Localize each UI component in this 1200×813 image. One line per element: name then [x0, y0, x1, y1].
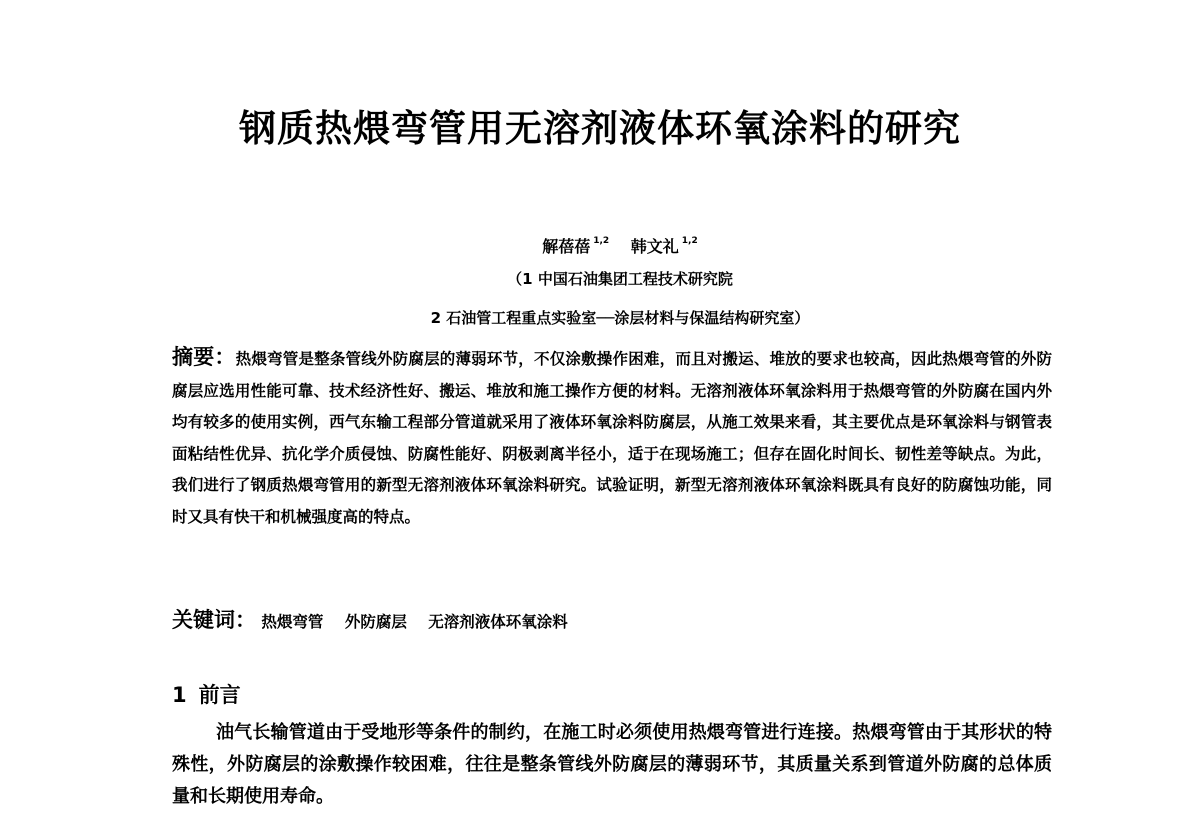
keyword: 外防腐层 [344, 613, 407, 631]
keywords [172, 604, 1052, 638]
author-list [0, 228, 1200, 260]
author-affiliation-marker: 1,2 [593, 236, 610, 246]
keywords-label: 关键词： [172, 608, 256, 632]
keyword: 无溶剂液体环氧涂料 [428, 613, 568, 631]
body-paragraph: 油气长输管道由于受地形等条件的制约，在施工时必须使用热煨弯管进行连接。热煨弯管由于其形状的特殊性，外防腐层的涂敷操作较困难，往往是整条管线外防腐层的薄弱环节，其质量关系到管道外防腐的总体质量和长期使用寿命。 [172, 722, 1052, 807]
affiliation-line: 2 石油管工程重点实验室──涂层材料与保温结构研究室） [430, 309, 810, 327]
keyword: 热煨弯管 [261, 613, 324, 631]
author [542, 228, 609, 260]
affiliation-line: （1 中国石油集团工程技术研究院 [507, 270, 733, 288]
author-affiliation-marker: 1,2 [681, 236, 698, 246]
abstract [172, 342, 1052, 533]
paper-title: 钢质热煨弯管用无溶剂液体环氧涂料的研究 [239, 107, 961, 150]
author-name: 解蓓蓓 [542, 237, 591, 256]
abstract-text: 热煨弯管是整条管线外防腐层的薄弱环节，不仅涂敷操作困难，而且对搬运、堆放的要求也较高，因此热煨弯管的外防腐层应选用性能可靠、技术经济性好、搬运、堆放和施工操作方便的材料。无溶剂液体环氧涂料用于热煨弯管的外防腐在国内外均有较多的使用实例，西气东输工程部分管道就采用了液体环氧涂料防腐层，从施工效果来看，其主要优点是环氧涂料与钢管表面粘结性优异、抗化学介质侵蚀、防腐性能好、阴极剥离半径小，适于在现场施工；但存在固化时间长、韧性差等缺点。为此，我们进行了钢质热煨弯管用的新型无溶剂液体环氧涂料研究。试验证明，新型无溶剂液体环氧涂料既具有良好的防腐蚀功能，同时又具有快干和机械强度高的特点。 [172, 350, 1053, 526]
author-name: 韩文礼 [630, 237, 679, 256]
section-number: 1 [172, 683, 187, 707]
section-title: 前言 [198, 683, 241, 707]
abstract-label: 摘要： [172, 345, 236, 369]
author [631, 228, 698, 260]
section-heading [172, 679, 241, 711]
